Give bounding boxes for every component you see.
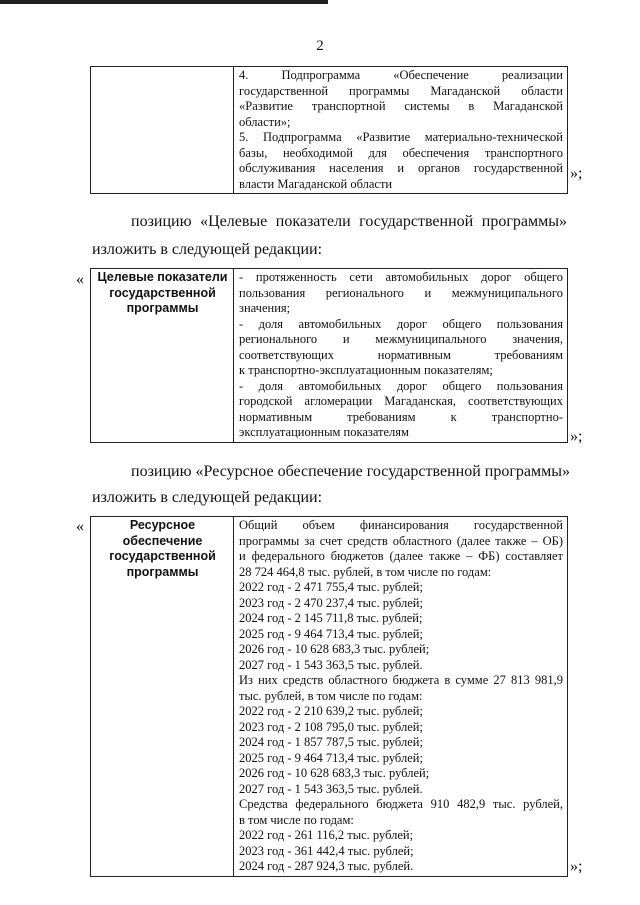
text-line: нормативным требованиям к транспортно- (239, 409, 563, 424)
text-line: 2023 год - 2 108 795,0 тыс. рублей; (239, 719, 423, 734)
table-resource-provision (90, 516, 568, 877)
text-line: - доля автомобильных дорог общего пользования (239, 316, 563, 331)
text-line: и федерального бюджетов (далее также – ФБ) составляет (239, 549, 563, 563)
text-line: власти Магаданской области (239, 176, 393, 191)
opening-quote-mark: « (76, 271, 84, 288)
section2-intro-line1: позицию «Целевые показатели государственной программы» (131, 213, 567, 230)
text-line: Общий объем финансирования государственной (239, 518, 563, 532)
text-line: 2023 год - 2 470 237,4 тыс. рублей; (239, 595, 423, 610)
text-line: 2022 год - 2 210 639,2 тыс. рублей; (239, 704, 423, 718)
text-line: 2025 год - 9 464 713,4 тыс. рублей; (239, 626, 423, 641)
text-line: 2027 год - 1 543 363,5 тыс. рублей. (239, 657, 423, 672)
text-line: обслуживания населения и органов государственной (239, 161, 563, 175)
text-line: 2024 год - 287 924,3 тыс. рублей. (239, 859, 414, 873)
text-line: Из них средств областного бюджета в сумме 27 813 981,9 (239, 673, 563, 687)
section3-intro-line1: позицию «Ресурсное обеспечение государственной программы» (131, 463, 570, 480)
text-line: городской агломерации Магаданская, соответствующих (239, 394, 563, 408)
text-line: Средства федерального бюджета 910 482,9 тыс. рублей, (239, 797, 563, 811)
text-line: 2027 год - 1 543 363,5 тыс. рублей. (239, 781, 423, 796)
table-cell-content (234, 269, 568, 443)
text-line: 2026 год - 10 628 683,3 тыс. рублей; (239, 642, 430, 656)
text-line: области»; (239, 114, 291, 129)
text-line: «Развитие транспортной системы в Магаданской (239, 99, 563, 113)
text-line: значения; (239, 301, 291, 315)
text-line: пользования регионального и межмуниципального (239, 285, 563, 300)
text-line: 2026 год - 10 628 683,3 тыс. рублей; (239, 766, 430, 780)
scan-edge-bar (0, 0, 328, 4)
row-header: Ресурсное обеспечение государственной программы (91, 517, 234, 877)
text-line: соответствующих нормативным требованиям (239, 347, 563, 362)
opening-quote-mark: « (76, 518, 84, 535)
text-line: 2025 год - 9 464 713,4 тыс. рублей; (239, 750, 423, 765)
text-line: 4. Подпрограмма «Обеспечение реализации (239, 68, 563, 82)
table-cell-content (234, 67, 568, 194)
text-line: 2024 год - 1 857 787,5 тыс. рублей; (239, 735, 423, 749)
text-line: 5. Подпрограмма «Развитие материально-технической (239, 130, 563, 144)
table-row (91, 67, 568, 194)
table-cell-empty (91, 67, 234, 194)
section2-intro-line2: изложить в следующей редакции: (92, 241, 323, 258)
text-line: тыс. рублей, в том числе по годам: (239, 688, 423, 703)
page-number: 2 (316, 38, 324, 54)
text-line: 2023 год - 361 442,4 тыс. рублей; (239, 843, 414, 858)
text-line: - доля автомобильных дорог общего пользования (239, 378, 563, 393)
closing-quote-mark: »; (570, 428, 583, 445)
text-line: эксплуатационным показателям (239, 425, 409, 439)
text-line: 28 724 464,8 тыс. рублей, в том числе по годам: (239, 564, 492, 579)
text-line: базы, необходимой для обеспечения транспортного (239, 145, 563, 160)
table-subprograms (90, 66, 568, 194)
text-line: регионального и межмуниципального значения, (239, 332, 563, 346)
table-row (91, 517, 568, 877)
text-line: к транспортно-эксплуатационным показателям; (239, 363, 493, 377)
closing-quote-mark: »; (570, 858, 583, 875)
table-target-indicators (90, 268, 568, 443)
row-header: Целевые показатели государственной программы (91, 269, 234, 443)
table-row (91, 269, 568, 443)
text-line: 2022 год - 261 116,2 тыс. рублей; (239, 828, 414, 842)
text-line: государственной программы Магаданской области (239, 83, 563, 98)
text-line: 2024 год - 2 145 711,8 тыс. рублей; (239, 611, 423, 625)
text-line: в том числе по годам: (239, 812, 354, 827)
section3-intro-line2: изложить в следующей редакции: (92, 489, 323, 506)
table-cell-content (234, 517, 568, 877)
closing-quote-mark: »; (570, 165, 583, 182)
text-line: программы за счет средств областного (далее также – ОБ) (239, 533, 563, 548)
text-line: - протяженность сети автомобильных дорог общего (239, 270, 563, 284)
text-line: 2022 год - 2 471 755,4 тыс. рублей; (239, 580, 423, 594)
